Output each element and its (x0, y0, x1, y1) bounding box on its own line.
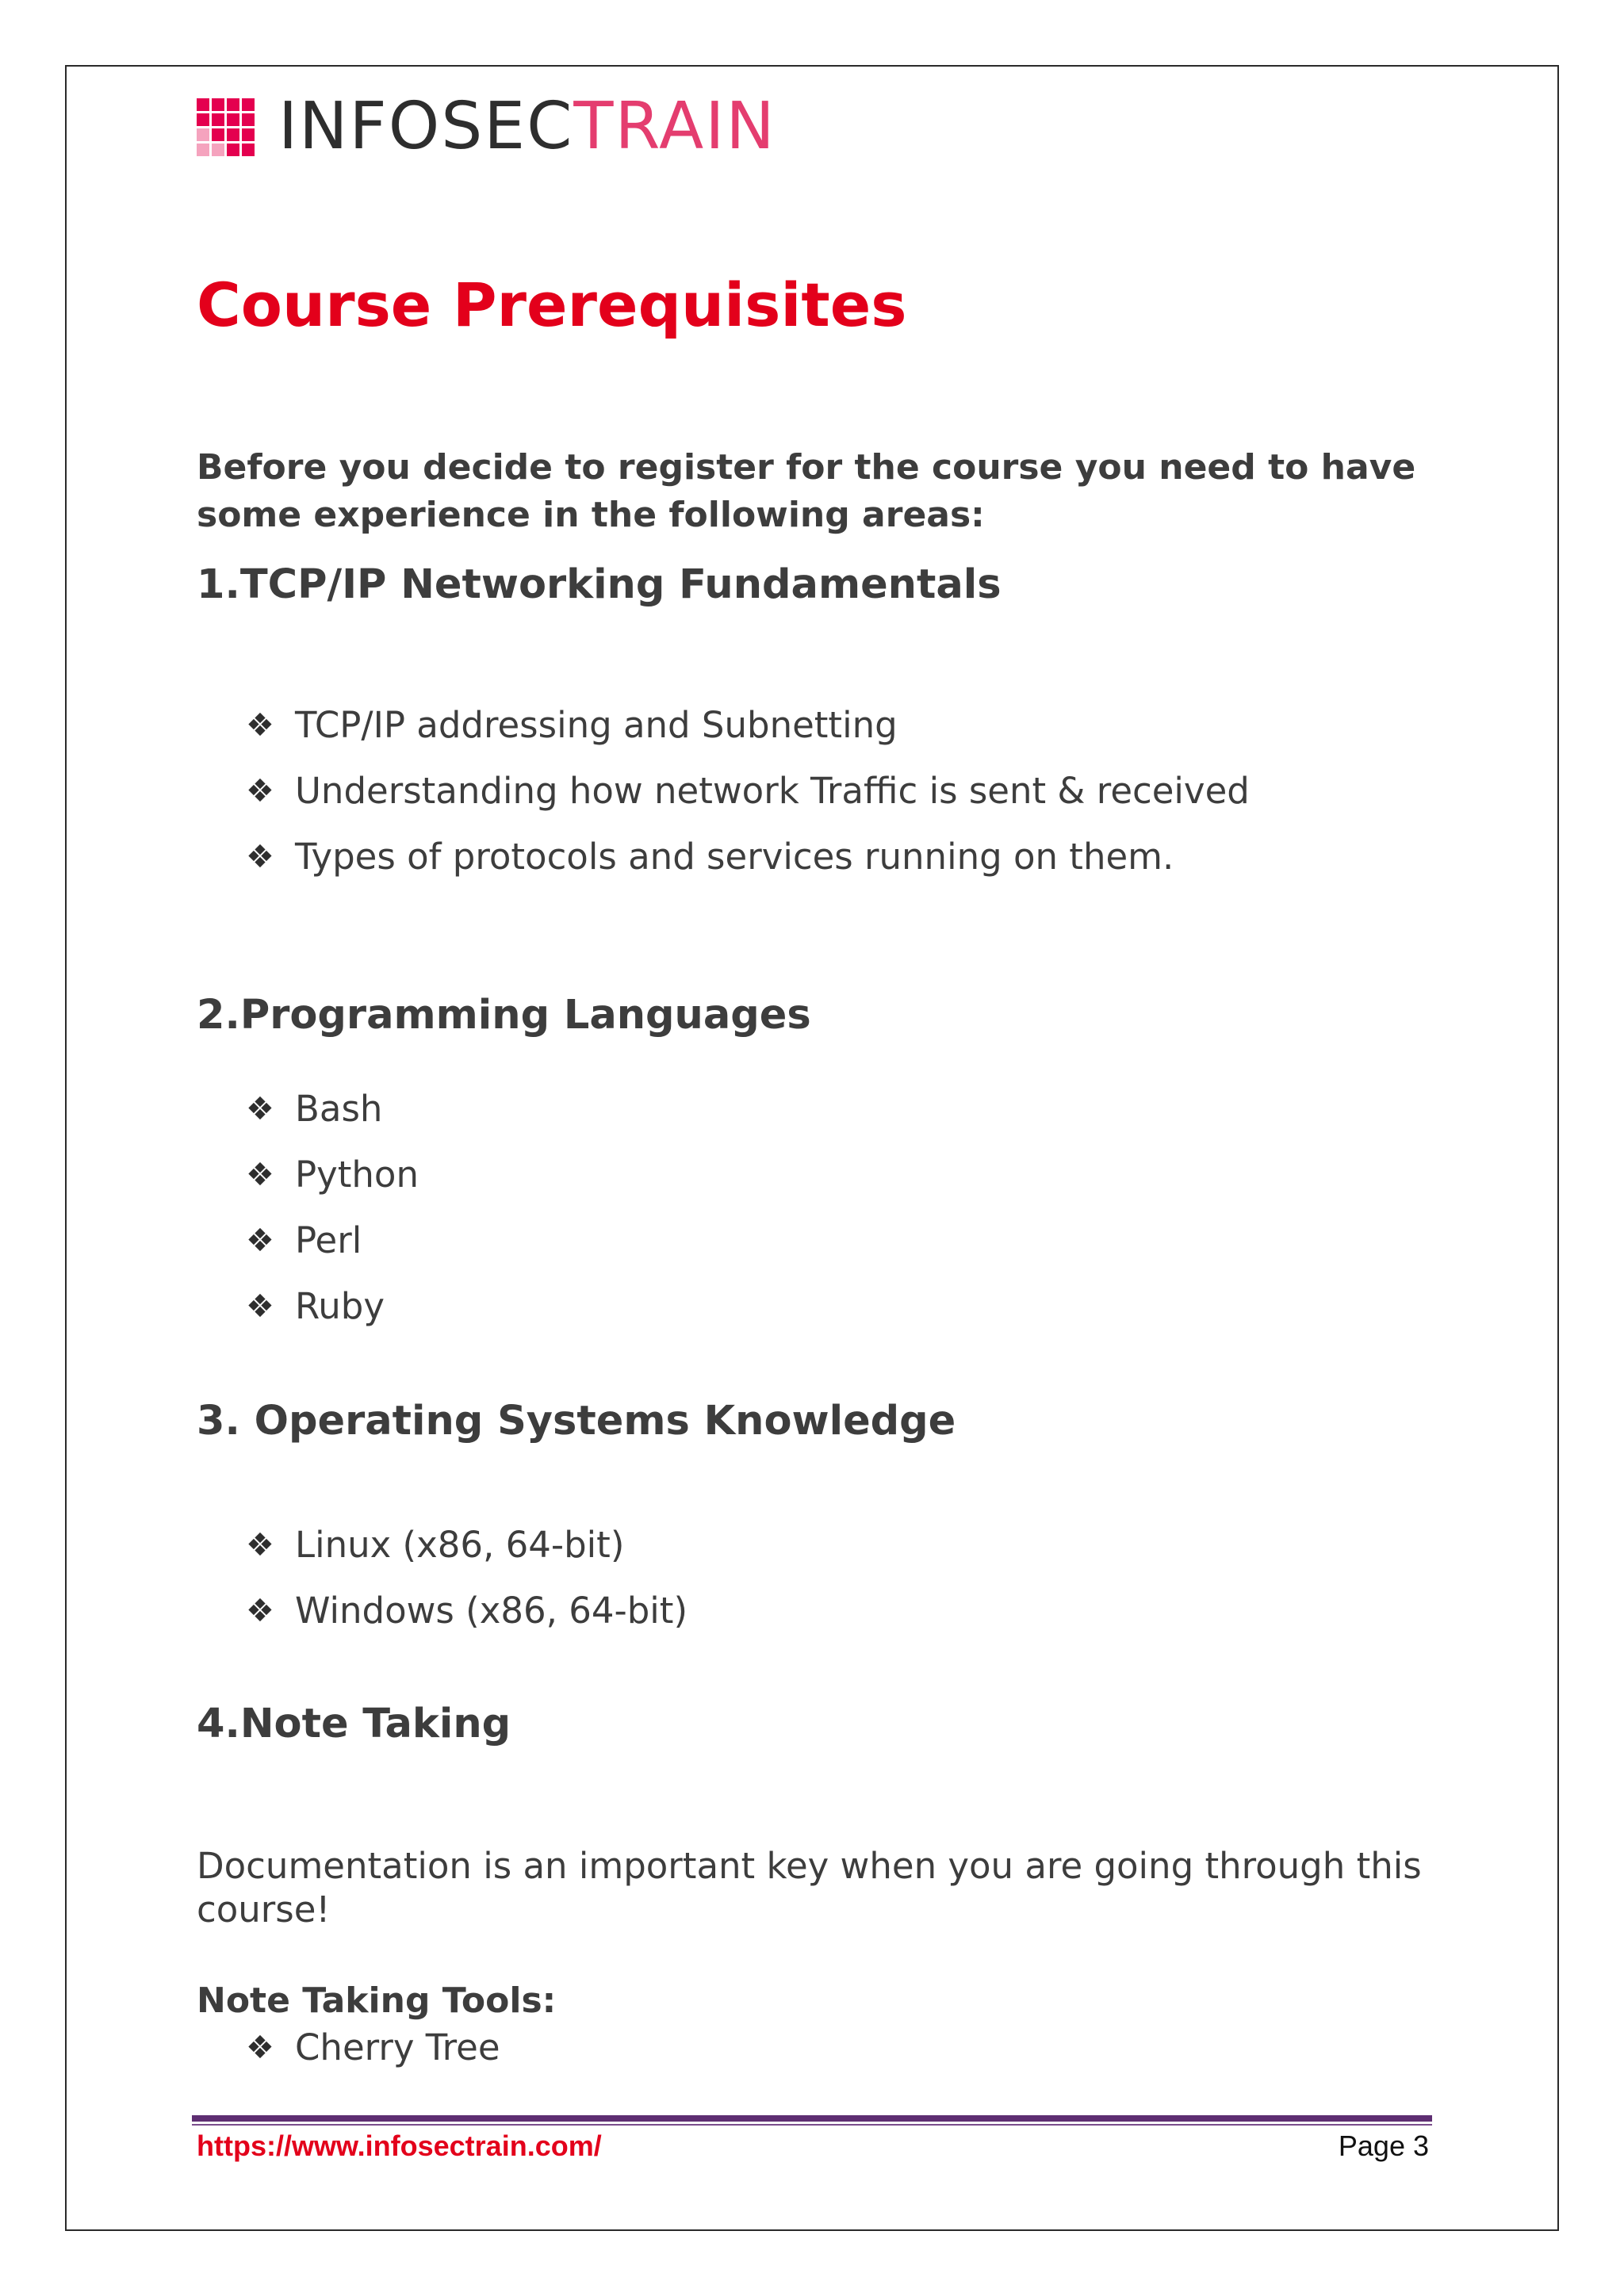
list-item: ❖ TCP/IP addressing and Subnetting (246, 704, 898, 746)
page-number: Page 3 (1338, 2130, 1429, 2162)
diamond-bullet-icon: ❖ (246, 1156, 274, 1193)
grid-squares-icon (197, 98, 255, 156)
list-item: ❖ Windows (x86, 64-bit) (246, 1590, 688, 1632)
intro-text: Before you decide to register for the course you need to have some experience in the following areas: (197, 447, 1416, 535)
diamond-bullet-icon: ❖ (246, 1592, 274, 1629)
logo-text-accent: TRAIN (573, 89, 776, 164)
list-item: ❖ Perl (246, 1219, 362, 1261)
diamond-bullet-icon: ❖ (246, 706, 274, 744)
tcpip-list (246, 692, 1250, 890)
diamond-bullet-icon: ❖ (246, 1222, 274, 1259)
section-heading-programming: 2.Programming Languages (197, 992, 811, 1039)
list-item: ❖ Types of protocols and services running on them. (246, 836, 1174, 878)
diamond-bullet-icon: ❖ (246, 1526, 274, 1563)
list-item: ❖ Bash (246, 1088, 383, 1130)
list-item: ❖ Python (246, 1154, 419, 1196)
diamond-bullet-icon: ❖ (246, 1090, 274, 1127)
note-taking-tools-label: Note Taking Tools: (197, 1980, 557, 2021)
diamond-bullet-icon: ❖ (246, 1288, 274, 1325)
os-list (246, 1512, 688, 1644)
programming-list (246, 1076, 419, 1339)
page-title: Course Prerequisites (197, 270, 907, 340)
tools-list (246, 2015, 500, 2080)
logo-text-dark: INFOSEC (278, 89, 574, 164)
section-heading-note-taking: 4.Note Taking (197, 1701, 511, 1747)
section-heading-tcpip: 1.TCP/IP Networking Fundamentals (197, 561, 1002, 608)
list-item: ❖ Understanding how network Traffic is sent & received (246, 770, 1250, 812)
infosectrain-logo (197, 89, 776, 164)
logo-wordmark (278, 89, 776, 164)
footer-divider (192, 2115, 1432, 2126)
list-item: ❖ Ruby (246, 1285, 385, 1327)
section-heading-os: 3. Operating Systems Knowledge (197, 1398, 956, 1445)
list-item: ❖ Linux (x86, 64-bit) (246, 1524, 625, 1566)
footer-website-link[interactable]: https://www.infosectrain.com/ (197, 2130, 602, 2162)
documentation-paragraph: Documentation is an important key when you are going through this course! (197, 1845, 1422, 1931)
diamond-bullet-icon: ❖ (246, 772, 274, 809)
list-item: ❖ Cherry Tree (246, 2026, 500, 2068)
diamond-bullet-icon: ❖ (246, 838, 274, 875)
diamond-bullet-icon: ❖ (246, 2029, 274, 2066)
